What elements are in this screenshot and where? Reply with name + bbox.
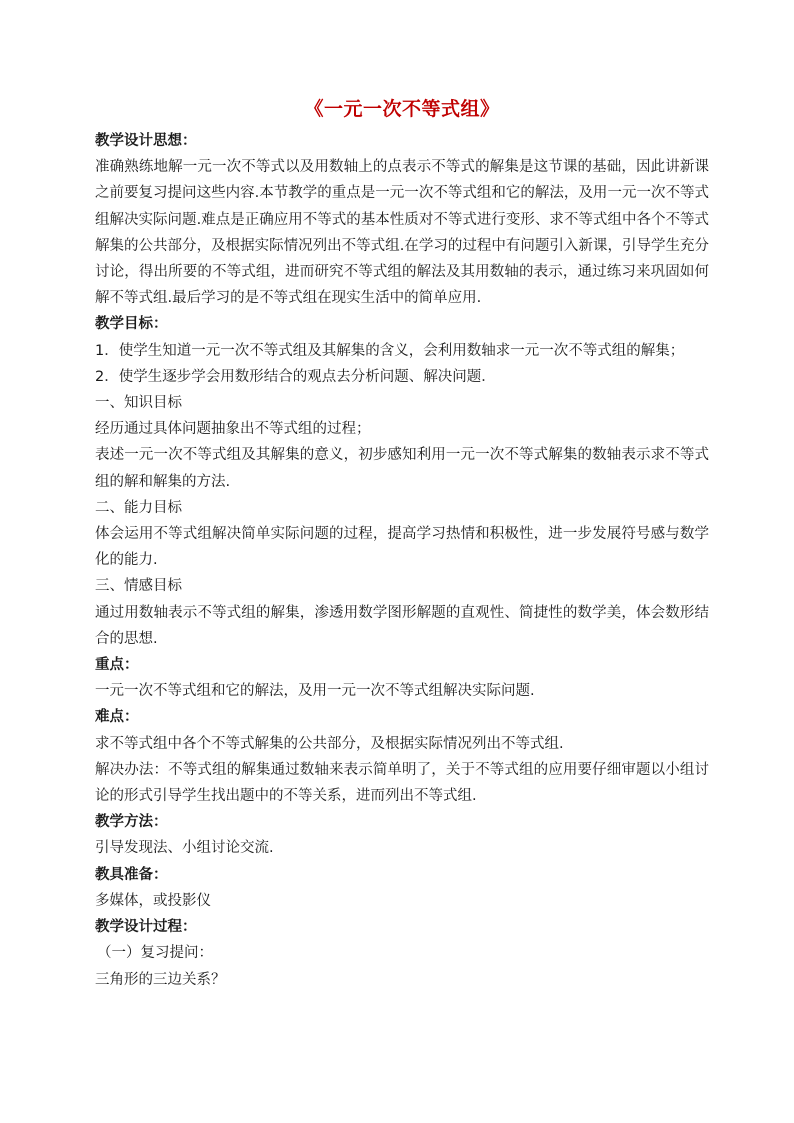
- design-thought-body: 准确熟练地解一元一次不等式以及用数轴上的点表示不等式的解集是这节课的基础，因此讲新课之前要复习提问这些内容.本节教学的重点是一元一次不等式组和它的解法，及用一元一次不等式组解决实际问题.难点是正确应用不等式的基本性质对不等式进行变形、求不等式组中各个不等式解集的公共部分，及根据实际情况列出不等式组.在学习的过程中有问题引入新课，引导学生充分讨论，得出所要的不等式组，进而研究不等式组的解法及其用数轴的表示，通过练习来巩固如何解不等式组.最后学习的是不等式组在现实生活中的简单应用.: [95, 159, 709, 307]
- tools-heading: 教具准备：: [95, 866, 168, 883]
- method-heading: 教学方法：: [95, 814, 168, 831]
- key-point-heading: 重点：: [95, 657, 139, 674]
- knowledge-goal-line-1: 经历通过具体问题抽象出不等式组的过程；: [95, 421, 371, 438]
- tools-body: 多媒体，或投影仪: [95, 892, 211, 909]
- ability-goal-body: 体会运用不等式组解决简单实际问题的过程，提高学习热情和积极性，进一步发展符号感与数学化的能力.: [95, 526, 709, 569]
- knowledge-goal-heading: 一、知识目标: [95, 395, 182, 412]
- document-page: [95, 96, 709, 993]
- emotion-goal-heading: 三、情感目标: [95, 578, 182, 595]
- knowledge-goal-line-2: 表述一元一次不等式组及其解集的意义，初步感知利用一元一次不等式解集的数轴表示求不等式组的解和解集的方法.: [95, 447, 709, 490]
- difficulty-heading: 难点：: [95, 709, 139, 726]
- process-heading: 教学设计过程：: [95, 919, 197, 936]
- ability-goal-heading: 二、能力目标: [95, 499, 182, 516]
- difficulty-solution: 解决办法：不等式组的解集通过数轴来表示简单明了，关于不等式组的应用要仔细审题以小组讨论的形式引导学生找出题中的不等关系，进而列出不等式组.: [95, 761, 709, 805]
- design-thought-heading: 教学设计思想：: [95, 133, 197, 149]
- difficulty-body: 求不等式组中各个不等式解集的公共部分，及根据实际情况列出不等式组.: [95, 735, 564, 752]
- key-point-body: 一元一次不等式组和它的解法，及用一元一次不等式组解决实际问题.: [95, 683, 535, 700]
- objective-item-1: 1．使学生知道一元一次不等式组及其解集的含义，会利用数轴求一元一次不等式组的解集；: [95, 342, 685, 359]
- method-body: 引导发现法、小组讨论交流.: [95, 840, 274, 857]
- process-question-1: 三角形的三边关系？: [95, 971, 226, 988]
- emotion-goal-body: 通过用数轴表示不等式组的解集，渗透用数学图形解题的直观性、简捷性的数学美，体会数形结合的思想.: [95, 604, 709, 647]
- objective-item-2: 2．使学生逐步学会用数形结合的观点去分析问题、解决问题．: [95, 368, 496, 385]
- process-step-1: （一）复习提问：: [97, 945, 213, 962]
- document-title: 《一元一次不等式组》: [304, 98, 500, 120]
- objectives-heading: 教学目标：: [95, 316, 168, 333]
